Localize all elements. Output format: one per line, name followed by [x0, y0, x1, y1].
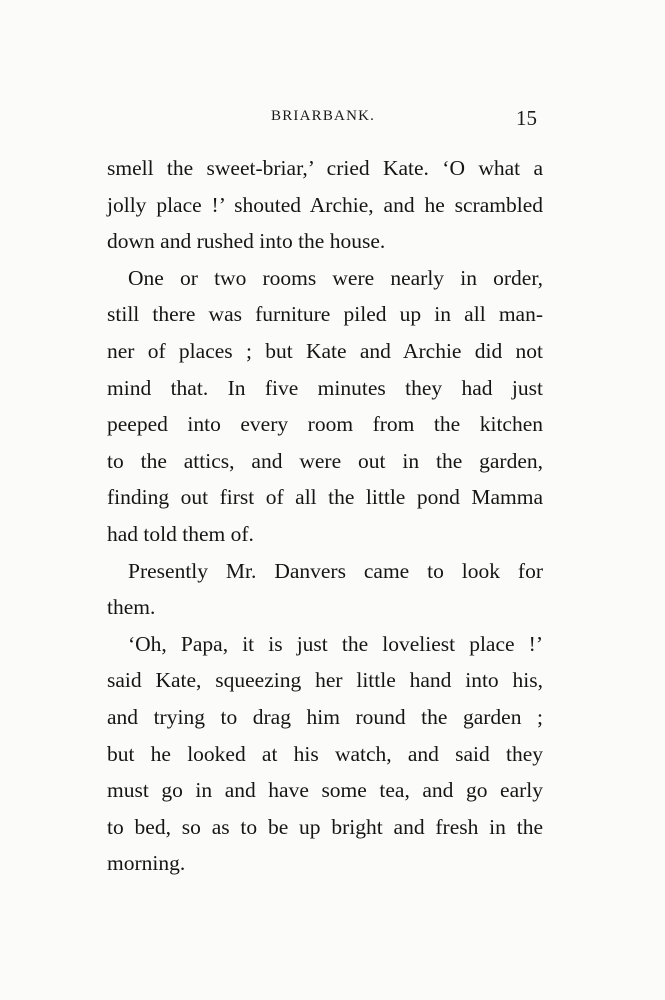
text-line: down and rushed into the house. — [107, 229, 386, 254]
text-line: and trying to drag him round the garden ; — [107, 704, 543, 729]
page-header — [0, 106, 665, 136]
text-line: peeped into every room from the kitchen — [107, 412, 543, 437]
text-line: ner of places ; but Kate and Archie did not — [107, 338, 543, 363]
text-line: still there was furniture piled up in all man- — [107, 302, 543, 327]
text-line: to the attics, and were out in the garden, — [107, 448, 543, 473]
text-line: but he looked at his watch, and said they — [107, 741, 543, 766]
text-line: finding out first of all the little pond Mamma — [107, 485, 543, 510]
body-text — [107, 150, 543, 882]
text-line: morning. — [107, 851, 186, 876]
text-line: must go in and have some tea, and go early — [107, 778, 543, 803]
text-line: mind that. In five minutes they had just — [107, 375, 543, 400]
page-number: 15 — [516, 106, 537, 130]
text-line: smell the sweet-briar,’ cried Kate. ‘O what a — [107, 156, 543, 180]
running-title: BRIARBANK. — [271, 108, 376, 124]
text-line: them. — [107, 595, 156, 620]
text-line: jolly place !’ shouted Archie, and he scrambled — [107, 192, 543, 217]
text-line: to bed, so as to be up bright and fresh in the — [107, 814, 543, 839]
text-line: ‘Oh, Papa, it is just the loveliest place !’ — [128, 631, 543, 656]
text-line: One or two rooms were nearly in order, — [128, 265, 543, 290]
text-line: had told them of. — [107, 521, 254, 546]
text-line: said Kate, squeezing her little hand into his, — [107, 668, 543, 693]
text-line: Presently Mr. Danvers came to look for — [128, 558, 543, 583]
